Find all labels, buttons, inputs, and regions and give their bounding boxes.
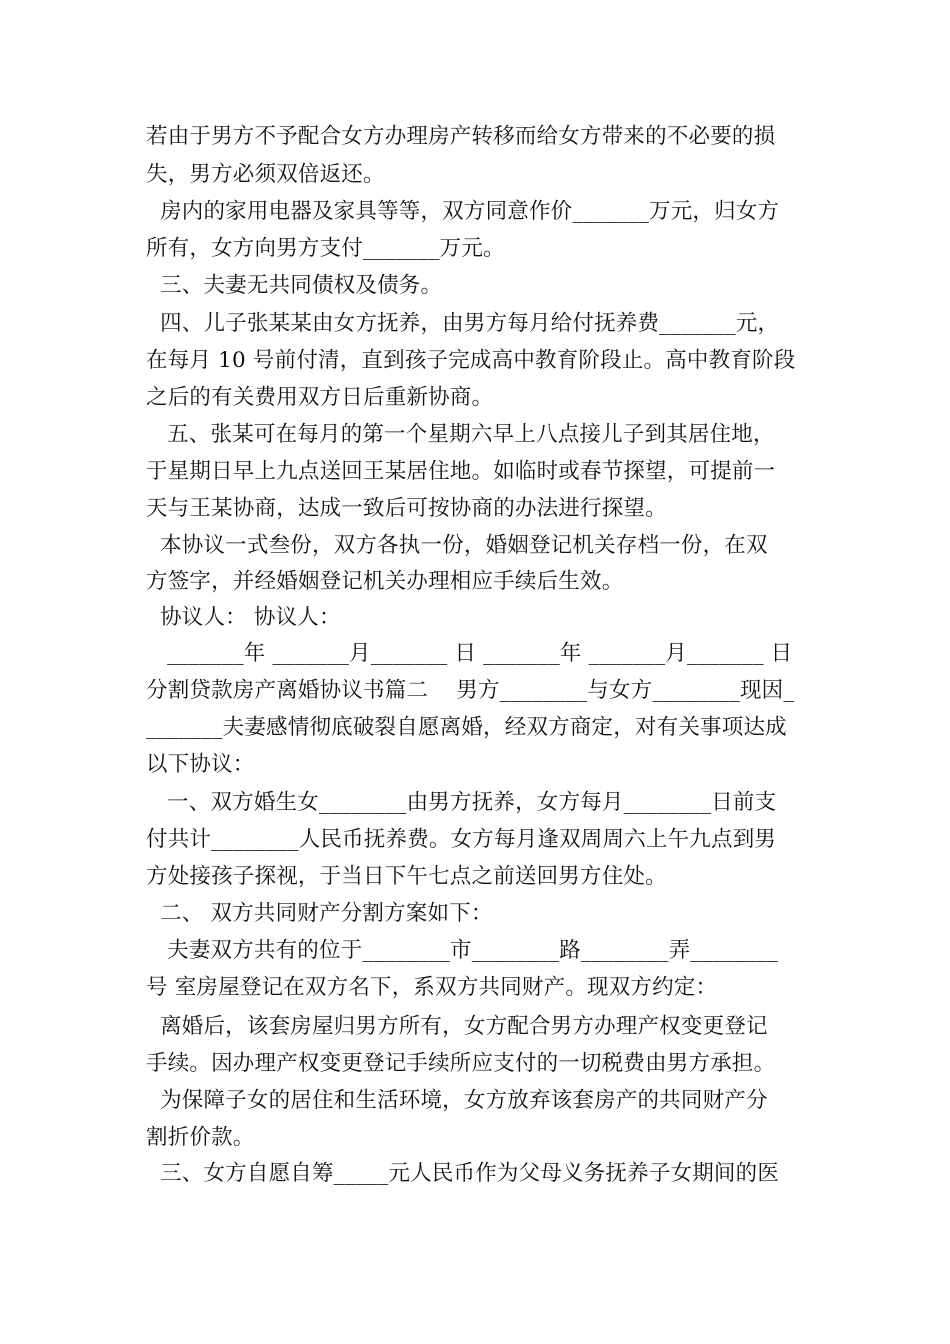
text-line: 割折价款。 — [146, 1125, 255, 1150]
text-line: 号 室房屋登记在双方名下，系双方共同财产。现双方约定： — [146, 975, 718, 1000]
text-line: 四、儿子张某某由女方抚养，由男方每月给付抚养费_______元， — [146, 311, 780, 336]
text-line: 房内的家用电器及家具等等，双方同意作价_______万元，归女方 — [146, 199, 780, 224]
text-line: 手续。因办理产权变更登记手续所应支付的一切税费由男方承担。 — [146, 1051, 776, 1076]
text-line: _______年 _______月_______ 日 _______年 _______月_______ 日 — [146, 641, 793, 666]
text-line: 离婚后，该套房屋归男方所有，女方配合男方办理产权变更登记 — [146, 1014, 768, 1039]
text-line: _______夫妻感情彻底破裂自愿离婚，经双方商定，对有关事项达成 — [146, 715, 787, 740]
text-line: 失，男方必须双倍返还。 — [146, 162, 385, 187]
text-line: 为保障子女的居住和生活环境，女方放弃该套房产的共同财产分 — [146, 1088, 768, 1113]
text-line: 方签字，并经婚姻登记机关办理相应手续后生效。 — [146, 569, 624, 594]
text-line: 三、女方自愿自筹_____元人民币作为父母义务抚养子女期间的医 — [146, 1161, 780, 1186]
text-line: 所有，女方向男方支付_______万元。 — [146, 236, 505, 261]
section-heading-line: 分割贷款房产离婚协议书篇二 男方________与女方________现因_ — [146, 678, 795, 703]
text-line: 天与王某协商，达成一致后可按协商的办法进行探望。 — [146, 496, 667, 521]
text-line: 于星期日早上九点送回王某居住地。如临时或春节探望，可提前一 — [146, 459, 776, 484]
text-line: 若由于男方不予配合女方办理房产转移而给女方带来的不必要的损 — [146, 124, 776, 149]
text-line: 五、张某可在每月的第一个星期六早上八点接儿子到其居住地， — [146, 422, 775, 447]
text-line: 以下协议： — [146, 752, 255, 777]
text-line: 二、 双方共同财产分割方案如下： — [146, 901, 493, 926]
text-line: 本协议一式叁份，双方各执一份，婚姻登记机关存档一份，在双 — [146, 533, 768, 558]
text-line: 一、双方婚生女________由男方抚养，女方每月________日前支 — [146, 790, 777, 815]
text-line: 夫妻双方共有的位于________市________路________弄________ — [146, 938, 778, 963]
text-line: 协议人： 协议人： — [146, 605, 341, 630]
text-line: 付共计________人民币抚养费。女方每月逢双周周六上午九点到男 — [146, 827, 777, 852]
text-line: 方处接孩子探视，于当日下午七点之前送回男方住处。 — [146, 864, 667, 889]
text-line: 在每月 10 号前付清，直到孩子完成高中教育阶段止。高中教育阶段 — [146, 348, 796, 373]
text-line: 三、夫妻无共同债权及债务。 — [146, 273, 443, 298]
text-line: 之后的有关费用双方日后重新协商。 — [146, 385, 494, 410]
